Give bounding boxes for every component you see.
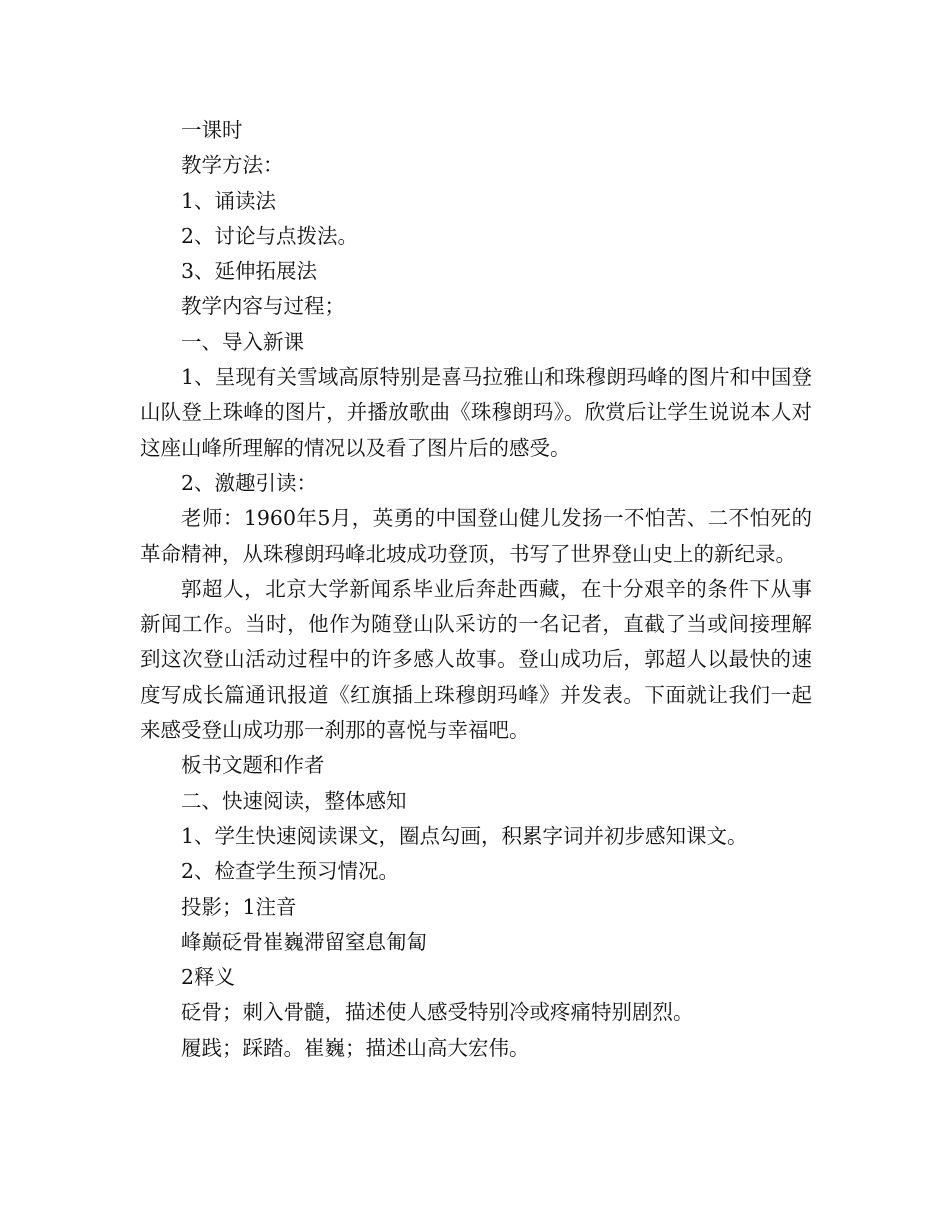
paragraph: 1、呈现有关雪域高原特别是喜马拉雅山和珠穆朗玛峰的图片和中国登山队登上珠峰的图片，并播放歌曲《珠穆朗玛》。欣赏后让学生说说本人对这座山峰所理解的情况以及看了图片后的感受。 (140, 365, 812, 460)
paragraph: 投影；1注音 (181, 894, 297, 919)
definition: 砭骨；刺入骨髓，描述使人感受特别冷或疼痛特别剧烈。 (181, 1000, 694, 1025)
method-item: 3、延伸拓展法 (181, 259, 318, 284)
paragraph: 郭超人，北京大学新闻系毕业后奔赴西藏，在十分艰辛的条件下从事新闻工作。当时，他作为随登山队采访的一名记者，直截了当或间接理解到这次登山活动过程中的许多感人故事。登山成功后，郭超人以最快的速度写成长篇通讯报道《红旗插上珠穆朗玛峰》并发表。下面就让我们一起来感受登山成功那一刹那的喜悦与幸福吧。 (140, 576, 812, 743)
method-item: 1、诵读法 (181, 188, 277, 213)
vocabulary-list: 峰巅砭骨崔巍滞留窒息匍匐 (181, 929, 427, 954)
paragraph: 2、激趣引读： (181, 470, 318, 495)
method-item: 2、讨论与点拨法。 (181, 223, 359, 248)
paragraph: 2、检查学生预习情况。 (181, 859, 400, 884)
paragraph: 2释义 (181, 965, 236, 990)
section-heading: 二、快速阅读，整体感知 (181, 788, 407, 813)
content-process-heading: 教学内容与过程； (181, 294, 345, 319)
section-heading: 一、导入新课 (181, 329, 304, 354)
paragraph: 板书文题和作者 (181, 753, 325, 778)
paragraph: 1、学生快速阅读课文，圈点勾画，积累字词并初步感知课文。 (181, 823, 748, 848)
definition: 履践；踩踏。崔巍；描述山高大宏伟。 (181, 1035, 530, 1060)
document-body (140, 113, 812, 1066)
lesson-duration: 一课时 (181, 118, 243, 142)
teaching-methods-heading: 教学方法： (181, 153, 284, 178)
paragraph: 老师：1960年5月，英勇的中国登山健儿发扬一不怕苦、二不怕死的革命精神，从珠穆朗玛峰北坡成功登顶，书写了世界登山史上的新纪录。 (140, 506, 812, 566)
